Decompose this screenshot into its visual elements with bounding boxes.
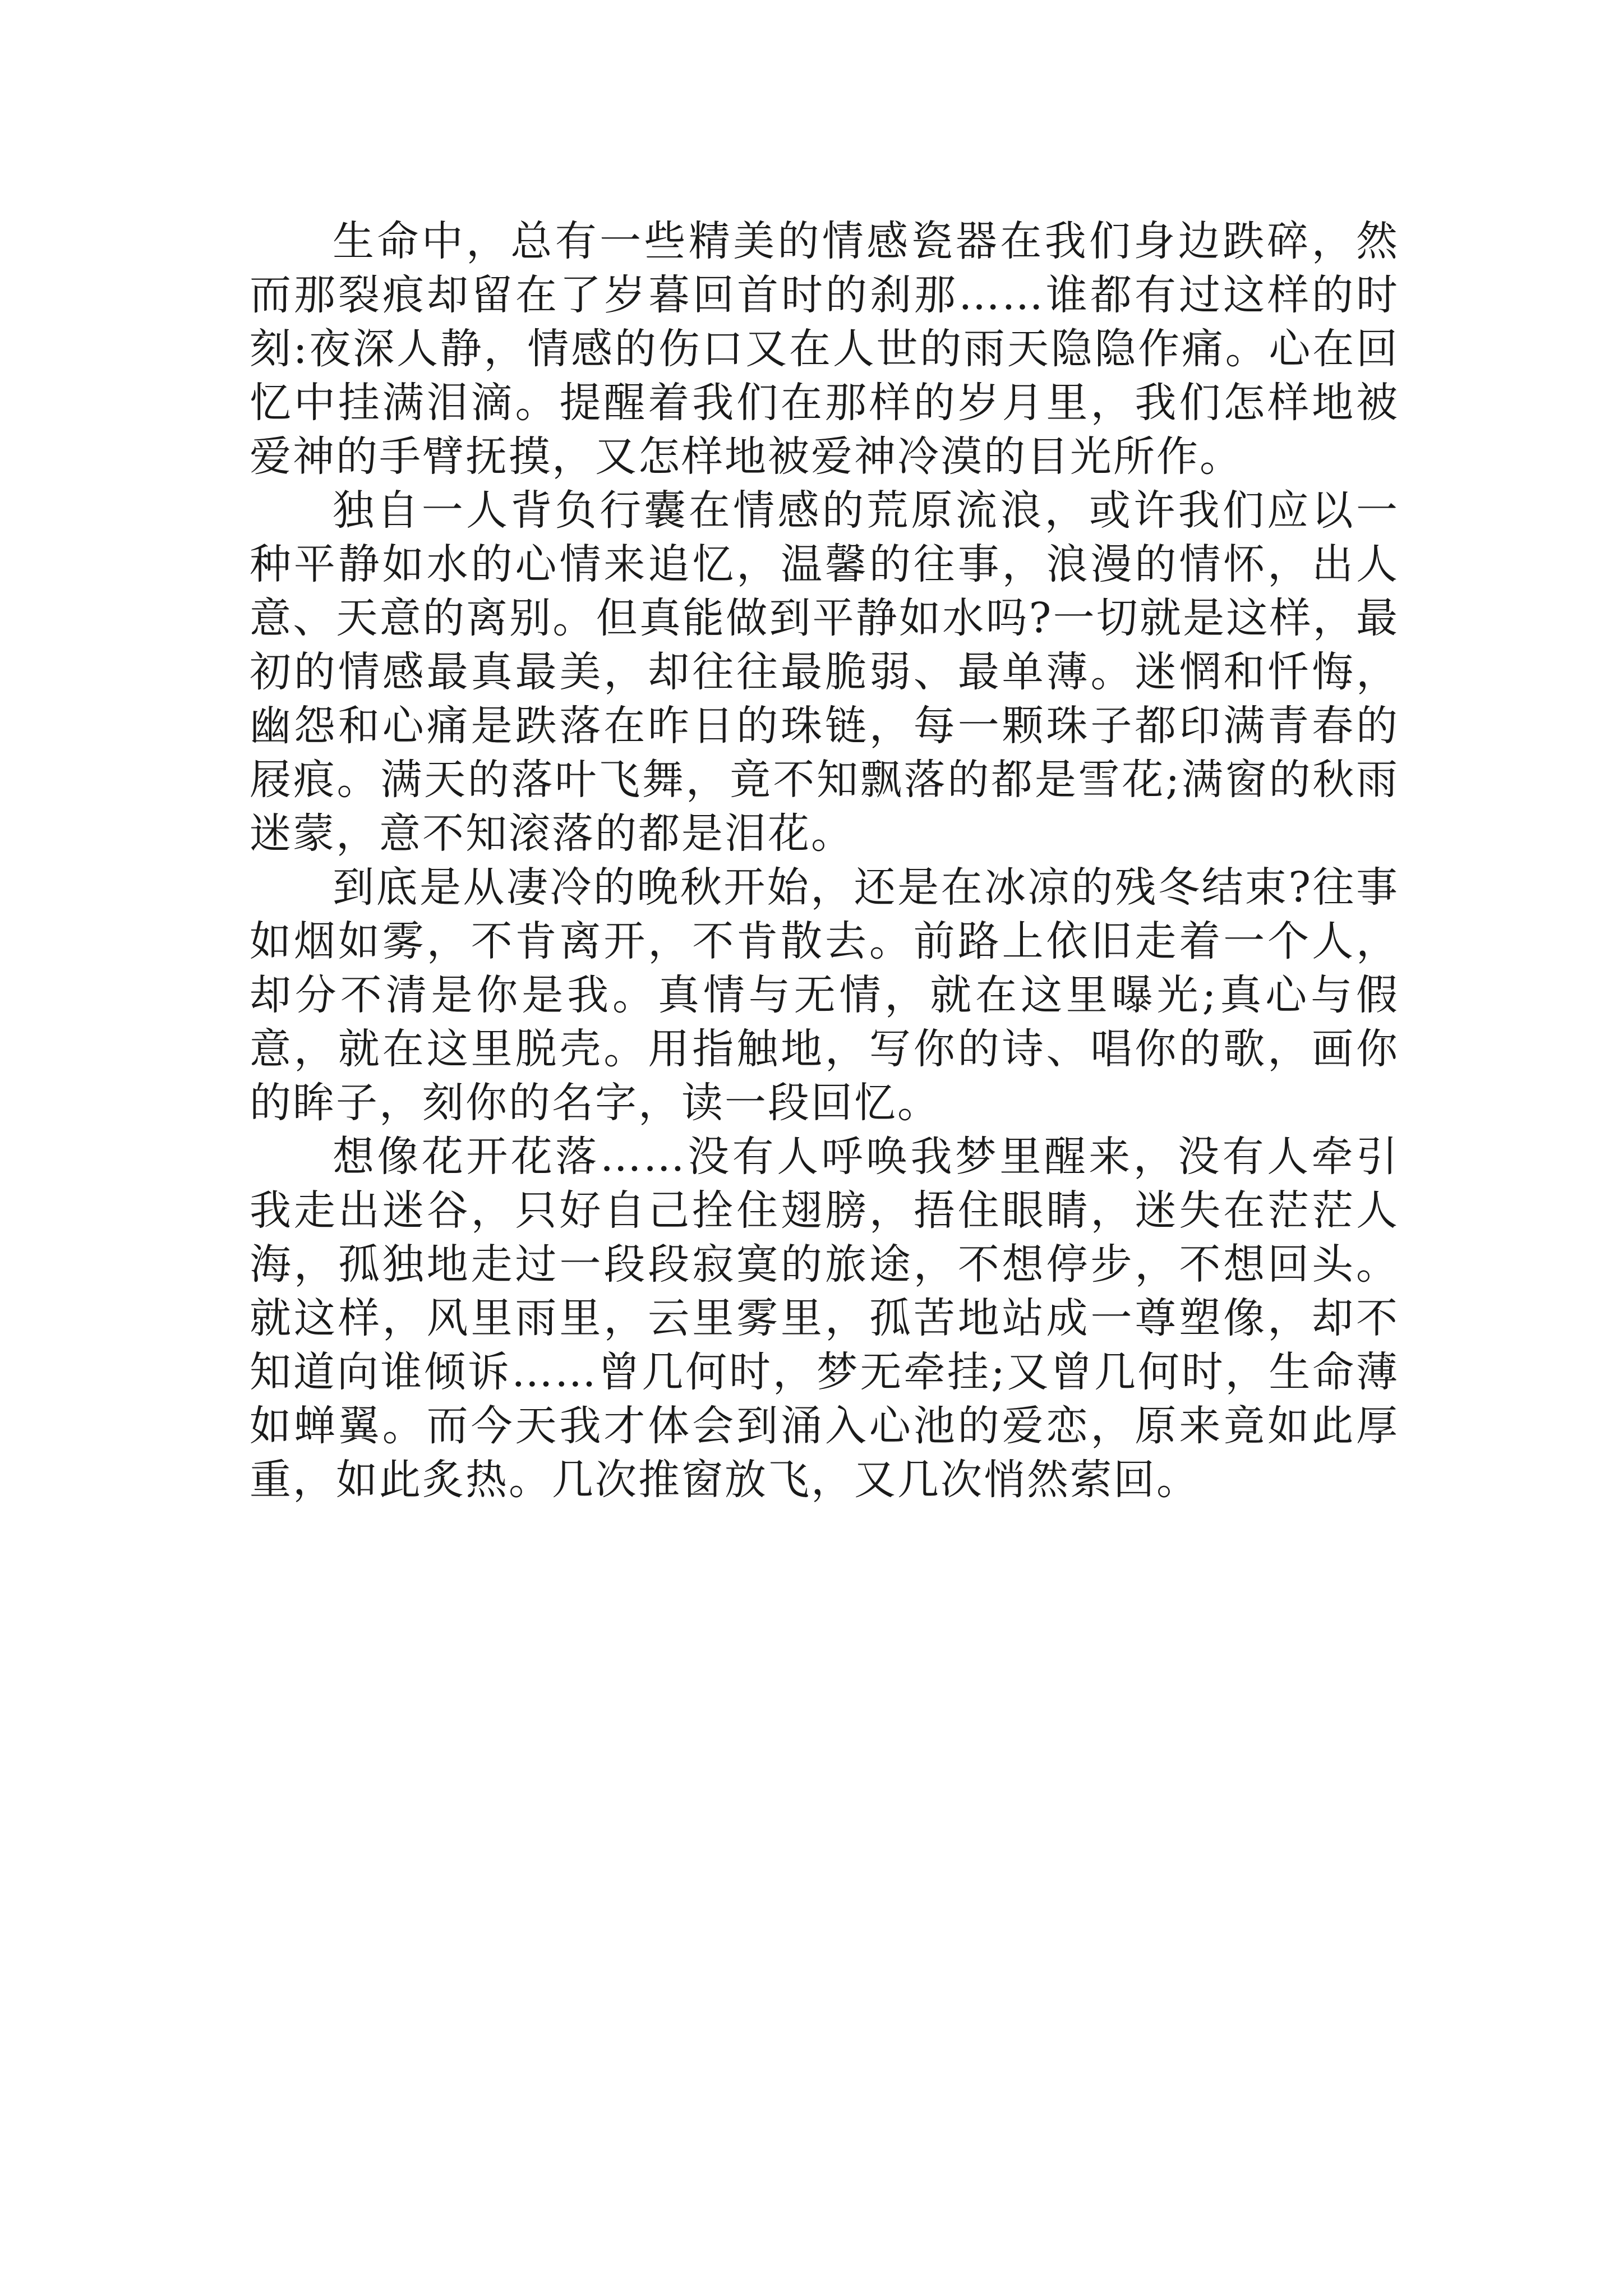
paragraph-3: 到底是从凄冷的晚秋开始，还是在冰凉的残冬结束?往事如烟如雾，不肯离开，不肯散去。前路上依旧走着一个人，却分不清是你是我。真情与无情，就在这里曝光;真心与假意，就在这里脱壳。用指触地，写你的诗、唱你的歌，画你的眸子，刻你的名字，读一段回忆。: [250, 863, 1399, 1127]
document-body: [250, 214, 1399, 1507]
paragraph-1: 生命中，总有一些精美的情感瓷器在我们身边跌碎，然而那裂痕却留在了岁暮回首时的刹那……谁都有过这样的时刻:夜深人静，情感的伤口又在人世的雨天隐隐作痛。心在回忆中挂满泪滴。提醒着我们在那样的岁月里，我们怎样地被爱神的手臂抚摸，又怎样地被爱神冷漠的目光所作。: [250, 217, 1399, 481]
paragraph-2: 独自一人背负行囊在情感的荒原流浪，或许我们应以一种平静如水的心情来追忆，温馨的往事，浪漫的情怀，出人意、天意的离别。但真能做到平静如水吗?一切就是这样，最初的情感最真最美，却往往最脆弱、最单薄。迷惘和忏悔，幽怨和心痛是跌落在昨日的珠链，每一颗珠子都印满青春的屐痕。满天的落叶飞舞，竟不知飘落的都是雪花;满窗的秋雨迷蒙，意不知滚落的都是泪花。: [250, 486, 1399, 858]
paragraph-4: 想像花开花落……没有人呼唤我梦里醒来，没有人牵引我走出迷谷，只好自己拴住翅膀，捂住眼睛，迷失在茫茫人海，孤独地走过一段段寂寞的旅途，不想停步，不想回头。就这样，风里雨里，云里雾里，孤苦地站成一尊塑像，却不知道向谁倾诉……曾几何时，梦无牵挂;又曾几何时，生命薄如蝉翼。而今天我才体会到涌入心池的爱恋，原来竟如此厚重，如此炙热。几次推窗放飞，又几次悄然萦回。: [250, 1133, 1399, 1504]
